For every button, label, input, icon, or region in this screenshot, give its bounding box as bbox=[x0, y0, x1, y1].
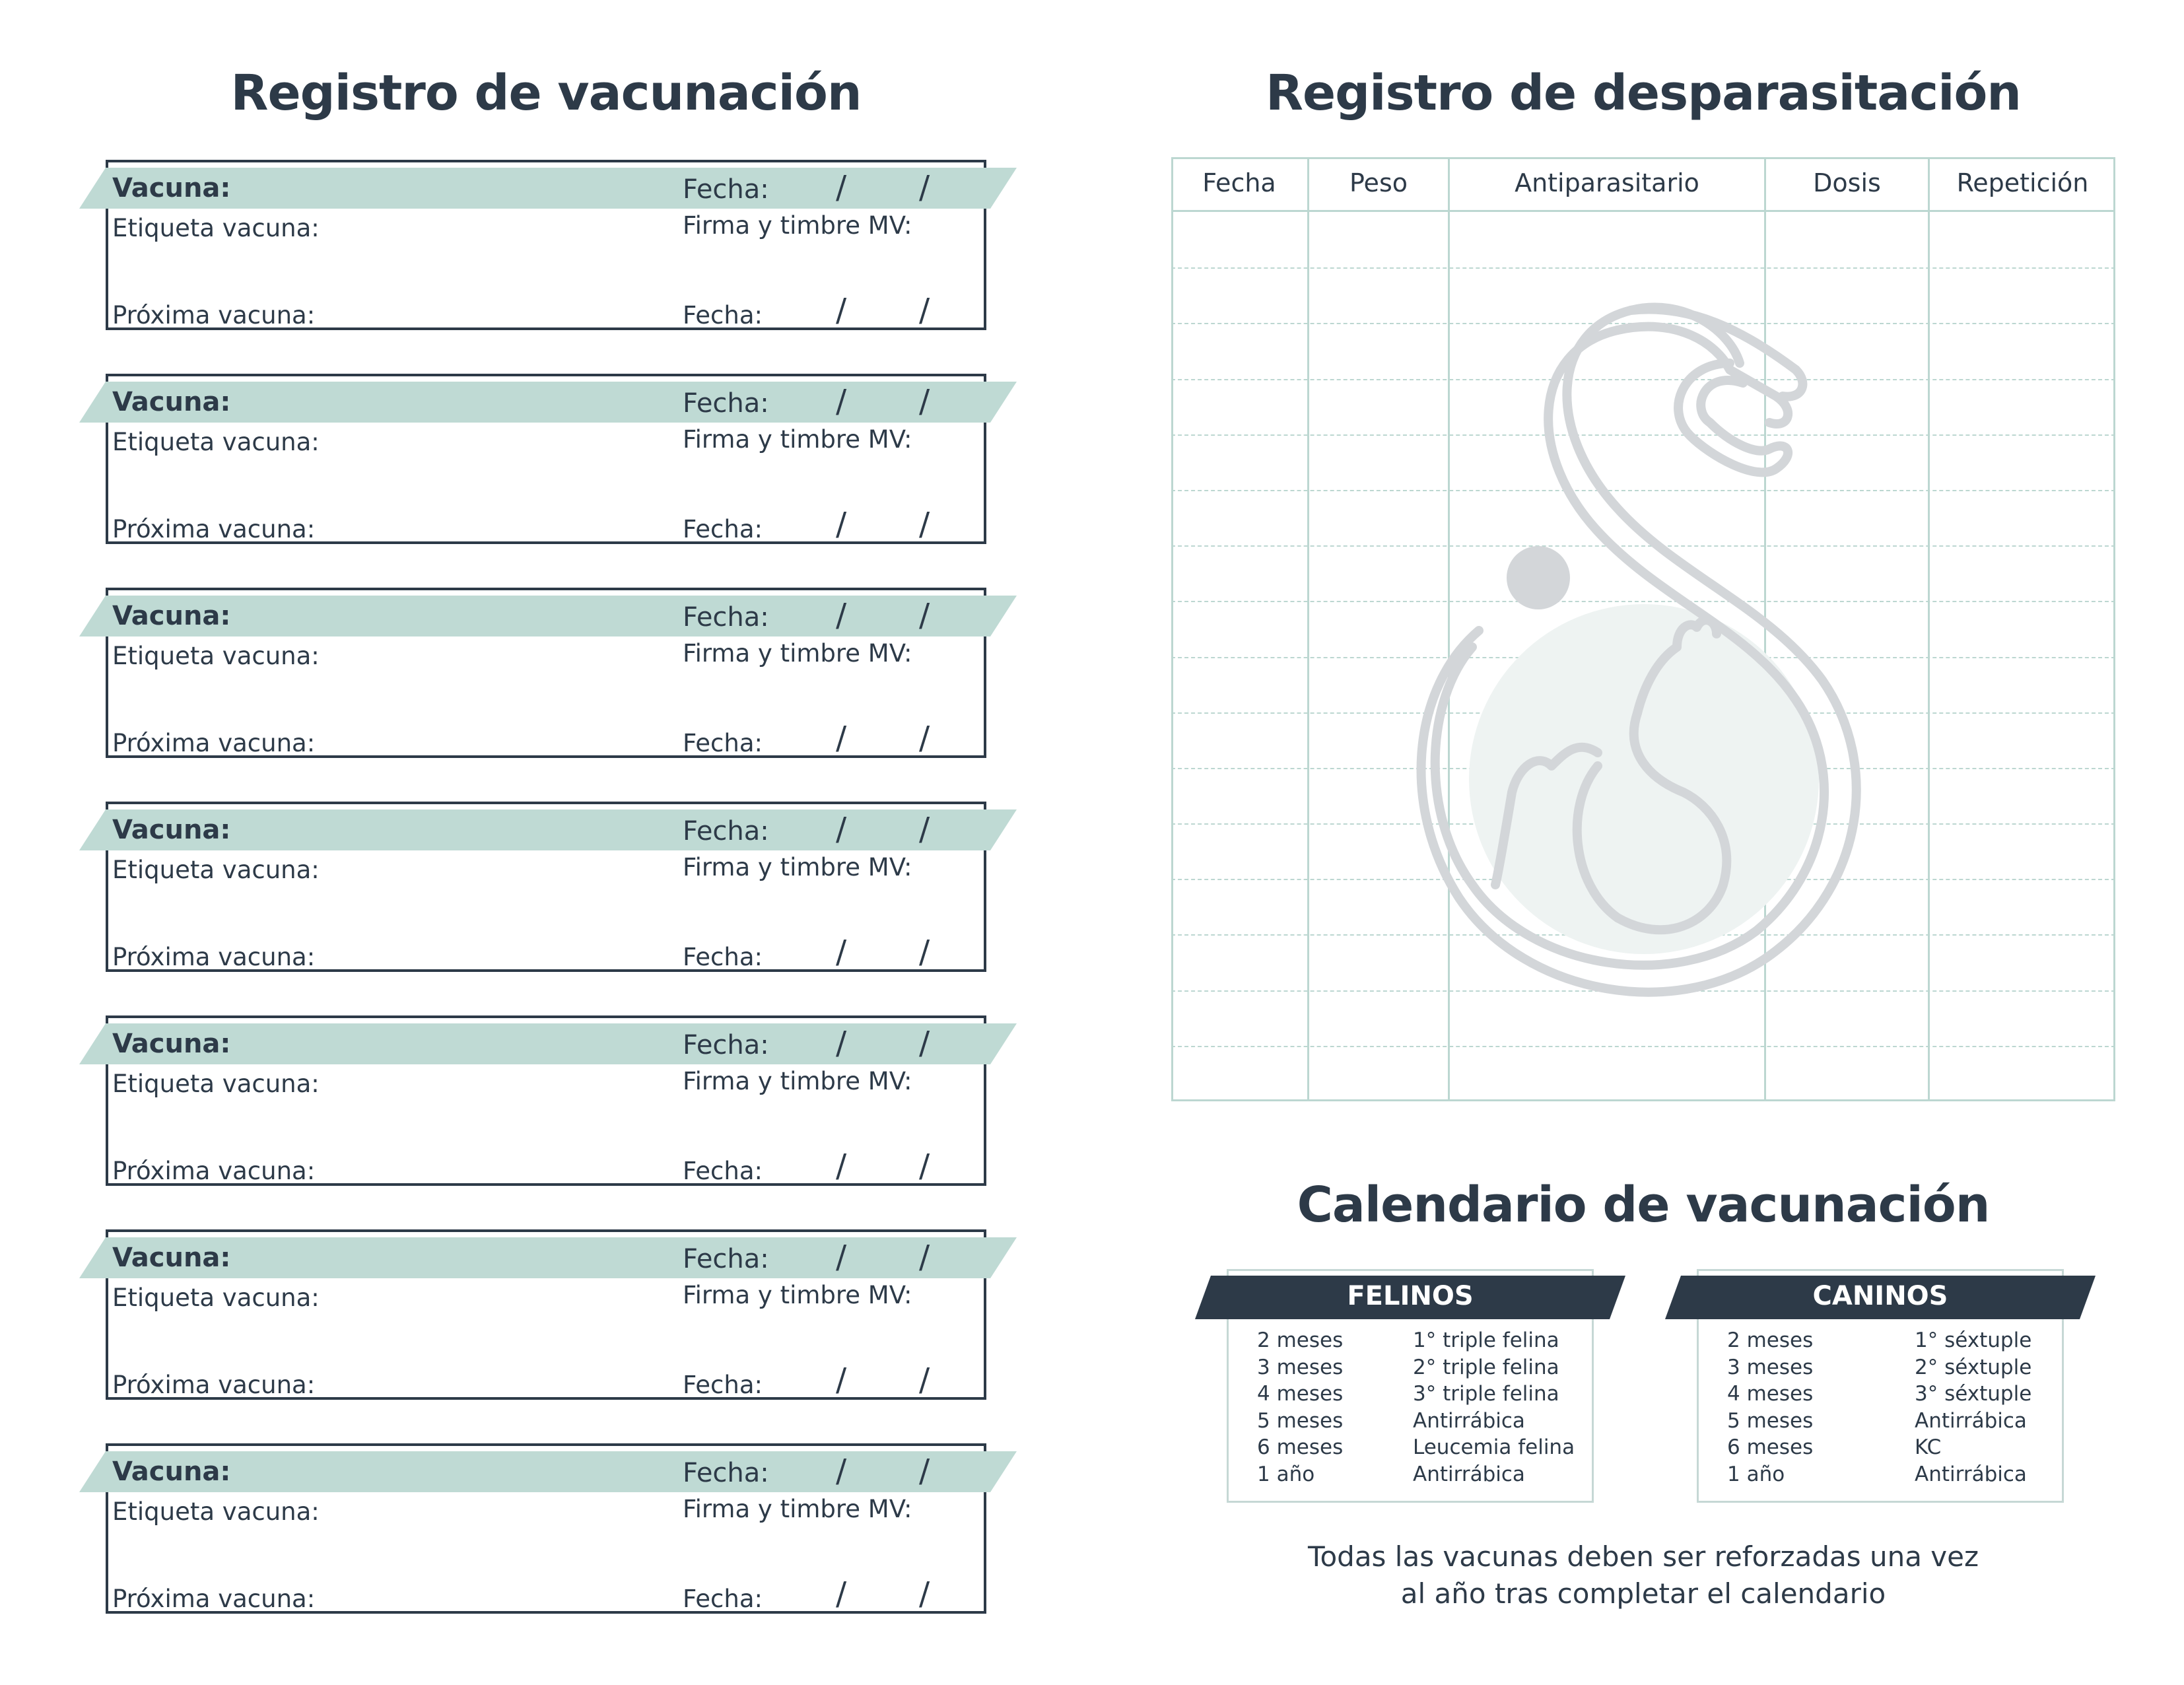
caninos-vaccines bbox=[1915, 1327, 2031, 1488]
next-vaccine-label: Próxima vacuna: bbox=[112, 729, 316, 757]
date-slash: / bbox=[836, 169, 847, 206]
next-vaccine-label: Próxima vacuna: bbox=[112, 1371, 316, 1399]
next-vaccine-date-label: Fecha: bbox=[683, 301, 763, 329]
date-slash: / bbox=[919, 720, 930, 757]
col-header-antiparasitario: Antiparasitario bbox=[1515, 168, 1699, 197]
vaccine-label: Vacuna: bbox=[112, 1029, 231, 1059]
deworming-title: Registro de desparasitación bbox=[1266, 65, 2021, 121]
vet-signature-label: Firma y timbre MV: bbox=[683, 211, 912, 240]
vaccine-label: Vacuna: bbox=[112, 1457, 231, 1487]
date-slash: / bbox=[919, 811, 930, 848]
column-divider bbox=[1307, 157, 1309, 1101]
felinos-ages bbox=[1257, 1327, 1343, 1488]
date-slash: / bbox=[836, 1575, 847, 1612]
pet-stethoscope-logo-icon bbox=[1400, 291, 1901, 1037]
list-item: 2° séxtuple bbox=[1915, 1355, 2032, 1379]
caninos-heading: CANINOS bbox=[1812, 1281, 1948, 1311]
date-slash: / bbox=[919, 1453, 930, 1490]
date-slash: / bbox=[919, 506, 930, 543]
date-slash: / bbox=[836, 597, 847, 634]
vet-signature-label: Firma y timbre MV: bbox=[683, 639, 912, 668]
vaccination-title: Registro de vacunación bbox=[230, 65, 862, 121]
date-slash: / bbox=[836, 1148, 847, 1185]
table-row-divider bbox=[1171, 1046, 2115, 1047]
vaccine-label: Vacuna: bbox=[112, 173, 231, 203]
list-item: 2 meses bbox=[1727, 1328, 1814, 1352]
date-slash: / bbox=[919, 1148, 930, 1185]
date-slash: / bbox=[836, 811, 847, 848]
date-slash: / bbox=[919, 597, 930, 634]
date-slash: / bbox=[836, 934, 847, 971]
vaccine-date-label: Fecha: bbox=[683, 174, 769, 205]
vaccine-label: Vacuna: bbox=[112, 387, 231, 417]
next-vaccine-date-label: Fecha: bbox=[683, 1157, 763, 1185]
list-item: 2 meses bbox=[1257, 1328, 1344, 1352]
date-slash: / bbox=[919, 292, 930, 329]
date-slash: / bbox=[919, 1361, 930, 1398]
list-item: 4 meses bbox=[1257, 1382, 1344, 1406]
vaccine-date-label: Fecha: bbox=[683, 388, 769, 419]
vaccine-sticker-label: Etiqueta vacuna: bbox=[112, 856, 320, 884]
list-item: 5 meses bbox=[1257, 1408, 1344, 1433]
list-item: 5 meses bbox=[1727, 1408, 1814, 1433]
list-item: Antirrábica bbox=[1915, 1462, 2027, 1486]
list-item: 3° triple felina bbox=[1413, 1382, 1559, 1406]
date-slash: / bbox=[836, 1239, 847, 1276]
vaccine-sticker-label: Etiqueta vacuna: bbox=[112, 1070, 320, 1098]
list-item: 1 año bbox=[1727, 1462, 1785, 1486]
date-slash: / bbox=[919, 383, 930, 420]
calendar-title: Calendario de vacunación bbox=[1297, 1177, 1990, 1233]
vaccine-sticker-label: Etiqueta vacuna: bbox=[112, 1284, 320, 1312]
date-slash: / bbox=[919, 934, 930, 971]
list-item: 6 meses bbox=[1257, 1435, 1344, 1459]
vet-signature-label: Firma y timbre MV: bbox=[683, 1067, 912, 1095]
list-item: Leucemia felina bbox=[1413, 1435, 1575, 1459]
date-slash: / bbox=[836, 506, 847, 543]
calendar-note-line-1: Todas las vacunas deben ser reforzadas una vez bbox=[1307, 1540, 1979, 1573]
list-item: KC bbox=[1915, 1435, 1942, 1459]
next-vaccine-date-label: Fecha: bbox=[683, 515, 763, 543]
next-vaccine-date-label: Fecha: bbox=[683, 1371, 763, 1399]
date-slash: / bbox=[836, 292, 847, 329]
list-item: 3 meses bbox=[1257, 1355, 1344, 1379]
date-slash: / bbox=[836, 1453, 847, 1490]
vaccine-date-label: Fecha: bbox=[683, 602, 769, 633]
vaccine-date-label: Fecha: bbox=[683, 1458, 769, 1488]
date-slash: / bbox=[836, 1361, 847, 1398]
vaccine-date-label: Fecha: bbox=[683, 1030, 769, 1060]
list-item: 2° triple felina bbox=[1413, 1355, 1559, 1379]
list-item: 4 meses bbox=[1727, 1382, 1814, 1406]
list-item: 3 meses bbox=[1727, 1355, 1814, 1379]
col-header-dosis: Dosis bbox=[1813, 168, 1881, 197]
date-slash: / bbox=[919, 1025, 930, 1062]
calendar-note bbox=[1171, 1538, 2115, 1612]
col-header-peso: Peso bbox=[1349, 168, 1408, 197]
next-vaccine-label: Próxima vacuna: bbox=[112, 301, 316, 329]
vet-signature-label: Firma y timbre MV: bbox=[683, 1495, 912, 1523]
vaccine-date-label: Fecha: bbox=[683, 816, 769, 846]
felinos-heading: FELINOS bbox=[1347, 1281, 1474, 1311]
vaccine-sticker-label: Etiqueta vacuna: bbox=[112, 214, 320, 242]
list-item: 1° séxtuple bbox=[1915, 1328, 2032, 1352]
list-item: 3° séxtuple bbox=[1915, 1382, 2032, 1406]
vet-signature-label: Firma y timbre MV: bbox=[683, 853, 912, 881]
date-slash: / bbox=[919, 1239, 930, 1276]
vaccine-label: Vacuna: bbox=[112, 815, 231, 845]
column-divider bbox=[1928, 157, 1930, 1101]
date-slash: / bbox=[836, 1025, 847, 1062]
next-vaccine-date-label: Fecha: bbox=[683, 729, 763, 757]
list-item: 6 meses bbox=[1727, 1435, 1814, 1459]
date-slash: / bbox=[836, 383, 847, 420]
table-row-divider bbox=[1171, 267, 2115, 269]
vaccine-sticker-label: Etiqueta vacuna: bbox=[112, 642, 320, 670]
date-slash: / bbox=[836, 720, 847, 757]
next-vaccine-date-label: Fecha: bbox=[683, 1585, 763, 1613]
next-vaccine-label: Próxima vacuna: bbox=[112, 1157, 316, 1185]
vaccine-sticker-label: Etiqueta vacuna: bbox=[112, 428, 320, 456]
caninos-ages bbox=[1727, 1327, 1813, 1488]
next-vaccine-label: Próxima vacuna: bbox=[112, 515, 316, 543]
list-item: Antirrábica bbox=[1413, 1408, 1525, 1433]
next-vaccine-date-label: Fecha: bbox=[683, 943, 763, 971]
col-header-fecha: Fecha bbox=[1202, 168, 1276, 197]
vaccine-label: Vacuna: bbox=[112, 601, 231, 631]
vaccine-label: Vacuna: bbox=[112, 1243, 231, 1273]
list-item: Antirrábica bbox=[1413, 1462, 1525, 1486]
vet-signature-label: Firma y timbre MV: bbox=[683, 1281, 912, 1309]
vaccine-date-label: Fecha: bbox=[683, 1244, 769, 1274]
next-vaccine-label: Próxima vacuna: bbox=[112, 943, 316, 971]
list-item: 1 año bbox=[1257, 1462, 1315, 1486]
list-item: Antirrábica bbox=[1915, 1408, 2027, 1433]
felinos-vaccines bbox=[1413, 1327, 1575, 1488]
vaccine-sticker-label: Etiqueta vacuna: bbox=[112, 1497, 320, 1526]
vet-signature-label: Firma y timbre MV: bbox=[683, 425, 912, 454]
calendar-note-line-2: al año tras completar el calendario bbox=[1400, 1577, 1886, 1610]
date-slash: / bbox=[919, 1575, 930, 1612]
deworming-header-divider bbox=[1171, 210, 2115, 212]
list-item: 1° triple felina bbox=[1413, 1328, 1559, 1352]
col-header-repeticion: Repetición bbox=[1956, 168, 2089, 197]
date-slash: / bbox=[919, 169, 930, 206]
next-vaccine-label: Próxima vacuna: bbox=[112, 1585, 316, 1613]
